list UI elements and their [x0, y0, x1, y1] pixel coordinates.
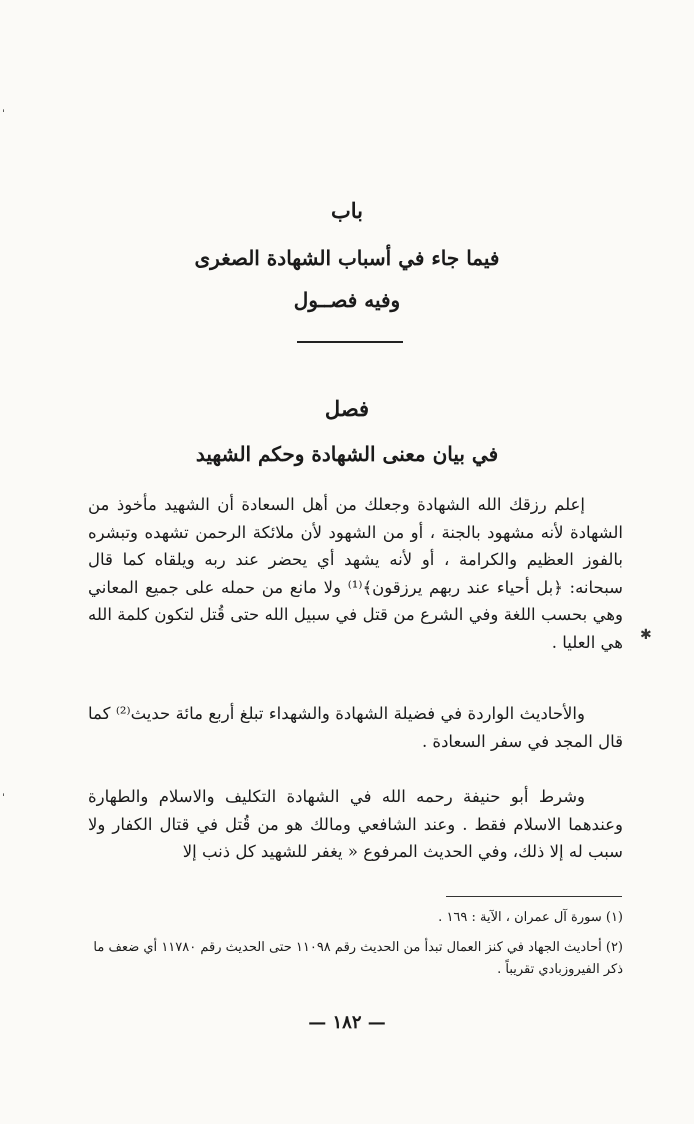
chapter-divider	[297, 341, 403, 343]
margin-star-icon: ✱	[640, 627, 652, 643]
body-paragraph: إعلم رزقك الله الشهادة وجعلك من أهل السعادة أن الشهيد مأخوذ من الشهادة لأنه مشهود بالجنة ، أو من الشهود لأن ملائكة الرحمن تشهده وتبشره بالفوز العظيم والكرامة ، أو لأنه يشهد أي يحضر عند ربه ويلقاه كما قال سبحانه: ﴿بل أحياء عند ربهم يرزقون﴾⁽¹⁾ ولا مانع من حمله على جميع المعاني وهي بحسب اللغة وفي الشرع من قتل في سبيل الله حتى قُتل لتكون كلمة الله هي العليا .	[88, 495, 624, 652]
margin-tick-icon: ˈ	[2, 792, 6, 805]
footnote: (٢) أحاديث الجهاد في كنز العمال تبدأ من الحديث رقم ١١٠٩٨ حتى الحديث رقم ١١٧٨٠ أي ضعف ما ذكر الفيروزبادي تقريباً .	[93, 940, 623, 977]
footnote-divider	[446, 896, 622, 897]
section-title: في بيان معنى الشهادة وحكم الشهيد	[195, 442, 499, 466]
margin-tick-icon: ˈ	[2, 108, 6, 121]
chapter-label: باب	[330, 198, 363, 223]
chapter-subtitle: وفيه فصــول	[293, 288, 401, 312]
section-label: فصل	[324, 396, 370, 421]
page-number: — ١٨٢ —	[308, 1012, 386, 1033]
body-paragraph: وشرط أبو حنيفة رحمه الله في الشهادة التكليف والاسلام والطهارة وعندهما الاسلام فقط . وعند الشافعي ومالك هو من قُتل في قتال الكفار ولا سبب له إلا ذلك، وفي الحديث المرفوع « يغفر للشهيد كل ذنب إلا	[88, 787, 623, 861]
chapter-title: فيما جاء في أسباب الشهادة الصغرى	[194, 246, 500, 270]
footnote: (١) سورة آل عمران ، الآية : ١٦٩ .	[438, 910, 623, 925]
body-paragraph: والأحاديث الواردة في فضيلة الشهادة والشهداء تبلغ أربع مائة حديث⁽²⁾ كما قال المجد في سفر السعادة .	[88, 704, 623, 751]
